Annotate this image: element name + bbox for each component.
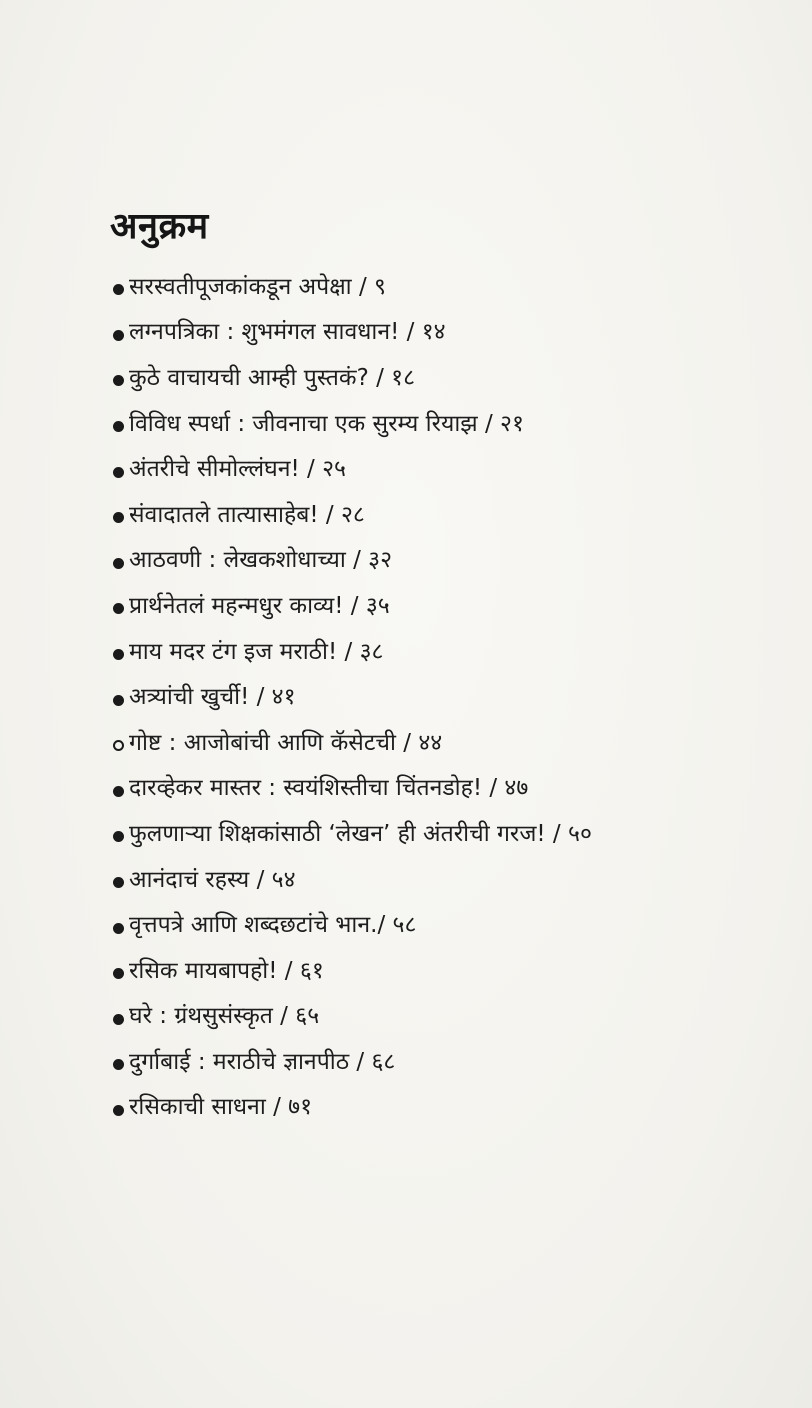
- toc-entry: [113, 310, 753, 356]
- toc-entry: [113, 492, 753, 538]
- toc-entry-text: गोष्ट : आजोबांची आणि कॅसेटची / ४४: [129, 729, 443, 756]
- toc-entry: [113, 811, 753, 857]
- toc-entry-text: सरस्वतीपूजकांकडून अपेक्षा / ९: [129, 273, 386, 300]
- toc-entry-text: संवादातले तात्यासाहेब! / २८: [129, 501, 365, 528]
- toc-entry: [113, 446, 753, 492]
- toc-entry-text: लग्नपत्रिका : शुभमंगल सावधान! / १४: [129, 319, 446, 346]
- toc-entry-text: विविध स्पर्धा : जीवनाचा एक सुरम्य रियाझ / २१: [129, 410, 524, 437]
- toc-entry-text: आठवणी : लेखकशोधाच्या / ३२: [129, 547, 393, 574]
- toc-entry: [113, 766, 753, 812]
- toc-entry: [113, 401, 753, 447]
- bullet-icon: [113, 649, 124, 660]
- toc-entry: [113, 994, 753, 1040]
- toc-entry: [113, 902, 753, 948]
- toc-entry-text: अत्र्यांची खुर्ची! / ४१: [129, 684, 296, 711]
- toc-entry-text: प्रार्थनेतलं महन्मधुर काव्य! / ३५: [129, 592, 390, 619]
- toc-entry: [113, 948, 753, 994]
- toc-entry-text: रसिक मायबापहो! / ६१: [129, 957, 324, 984]
- bullet-icon: [113, 558, 124, 569]
- bullet-icon: [113, 375, 124, 386]
- toc-entry: [113, 720, 753, 766]
- bullet-icon: [113, 1059, 124, 1070]
- toc-entry: [113, 1085, 753, 1131]
- bullet-icon: [113, 512, 124, 523]
- bullet-icon: [113, 1014, 124, 1025]
- toc-entry-text: फुलणाऱ्या शिक्षकांसाठी ‘लेखन’ ही अंतरीची गरज! / ५०: [129, 820, 592, 847]
- bullet-icon: [113, 421, 124, 432]
- bullet-icon: [113, 284, 124, 295]
- toc-entry-text: दारव्हेकर मास्तर : स्वयंशिस्तीचा चिंतनडोह! / ४७: [129, 775, 529, 802]
- toc-entry-text: कुठे वाचायची आम्ही पुस्तकं? / १८: [129, 364, 416, 391]
- hollow-bullet-icon: [113, 740, 124, 751]
- bullet-icon: [113, 831, 124, 842]
- toc-entry: [113, 674, 753, 720]
- toc-entry-text: घरे : ग्रंथसुसंस्कृत / ६५: [129, 1003, 320, 1030]
- bullet-icon: [113, 695, 124, 706]
- toc-entry: [113, 583, 753, 629]
- toc-entry: [113, 857, 753, 903]
- page-title: अनुक्रम: [110, 206, 209, 247]
- bullet-icon: [113, 603, 124, 614]
- bullet-icon: [113, 877, 124, 888]
- toc-entry: [113, 1039, 753, 1085]
- toc-entry: [113, 538, 753, 584]
- toc-entry-text: रसिकाची साधना / ७१: [129, 1094, 313, 1121]
- toc-entry-text: वृत्तपत्रे आणि शब्दछटांचे भान./ ५८: [129, 912, 417, 939]
- bullet-icon: [113, 923, 124, 934]
- bullet-icon: [113, 968, 124, 979]
- toc-entry-text: अंतरीचे सीमोल्लंघन! / २५: [129, 456, 347, 483]
- bullet-icon: [113, 467, 124, 478]
- toc-entry-text: माय मदर टंग इज मराठी! / ३८: [129, 638, 384, 665]
- toc-entry: [113, 264, 753, 310]
- bullet-icon: [113, 330, 124, 341]
- toc-entry-text: आनंदाचं रहस्य / ५४: [129, 866, 296, 893]
- bullet-icon: [113, 786, 124, 797]
- toc-entry-text: दुर्गाबाई : मराठीचे ज्ञानपीठ / ६८: [129, 1048, 396, 1075]
- toc-entry: [113, 629, 753, 675]
- toc-entry: [113, 355, 753, 401]
- bullet-icon: [113, 1105, 124, 1116]
- table-of-contents: [113, 264, 753, 1130]
